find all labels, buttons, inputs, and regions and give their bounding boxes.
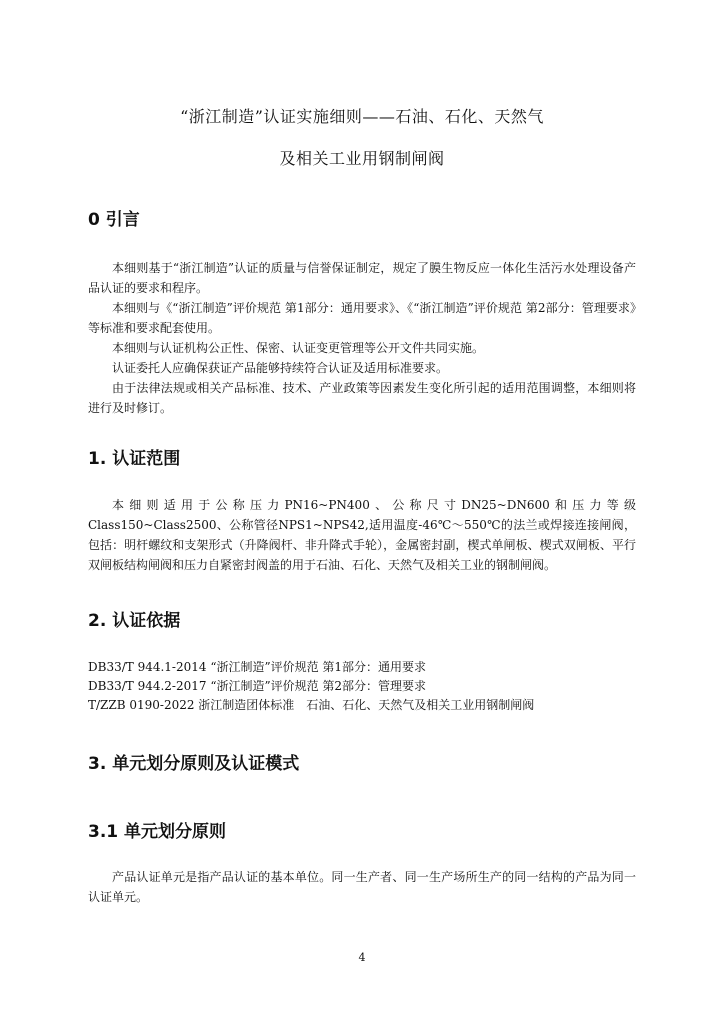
unit-principle-paragraph: 产品认证单元是指产品认证的基本单位。同一生产者、同一生产场所生产的同一结构的产品为同一认证单元。	[88, 870, 636, 904]
section-heading-scope: 1. 认证范围	[88, 449, 181, 469]
section-heading-basis: 2. 认证依据	[88, 611, 181, 631]
section-heading-unit-principle: 3.1 单元划分原则	[88, 822, 227, 842]
section-heading-units: 3. 单元划分原则及认证模式	[88, 754, 300, 774]
unit-principle-body	[88, 867, 636, 907]
page-number: 4	[358, 951, 366, 964]
document-title-line1: “浙江制造”认证实施细则——石油、石化、天然气	[180, 107, 544, 126]
intro-paragraph: 由于法律法规或相关产品标准、技术、产业政策等因素发生变化所引起的适用范围调整，本细则将进行及时修订。	[88, 381, 636, 415]
scope-body	[88, 495, 636, 575]
list-item: T/ZZB 0190-2022 浙江制造团体标准 石油、石化、天然气及相关工业用钢制闸阀	[88, 698, 535, 712]
intro-body	[88, 258, 636, 418]
section-heading-intro: 0 引言	[88, 210, 140, 230]
scope-paragraph: 本细则适用于公称压力PN16~PN400、公称尺寸DN25~DN600和压力等级Class150~Class2500、公称管径NPS1~NPS42,适用温度-46℃～550℃的法兰或焊接连接闸阀，包括：明杆螺纹和支架形式（升降阀杆、非升降式手轮），金属密封副，楔式单闸板、楔式双闸板、平行双闸板结构闸阀和压力自紧密封阀盖的用于石油、石化、天然气及相关工业的钢制闸阀。	[88, 498, 636, 572]
intro-paragraph: 本细则与认证机构公正性、保密、认证变更管理等公开文件共同实施。	[112, 341, 485, 355]
intro-paragraph: 本细则基于“浙江制造”认证的质量与信誉保证制定，规定了膜生物反应一体化生活污水处理设备产品认证的要求和程序。	[88, 261, 636, 295]
list-item: DB33/T 944.2-2017 “浙江制造”评价规范 第2部分：管理要求	[88, 679, 427, 693]
basis-list	[88, 658, 648, 715]
intro-paragraph: 本细则与《“浙江制造”评价规范 第1部分：通用要求》、《“浙江制造”评价规范 第2部分：管理要求》等标准和要求配套使用。	[88, 301, 636, 335]
intro-paragraph: 认证委托人应确保获证产品能够持续符合认证及适用标准要求。	[112, 361, 449, 375]
list-item: DB33/T 944.1-2014 “浙江制造”评价规范 第1部分：通用要求	[88, 660, 427, 674]
document-title-line2: 及相关工业用钢制闸阀	[279, 149, 445, 168]
